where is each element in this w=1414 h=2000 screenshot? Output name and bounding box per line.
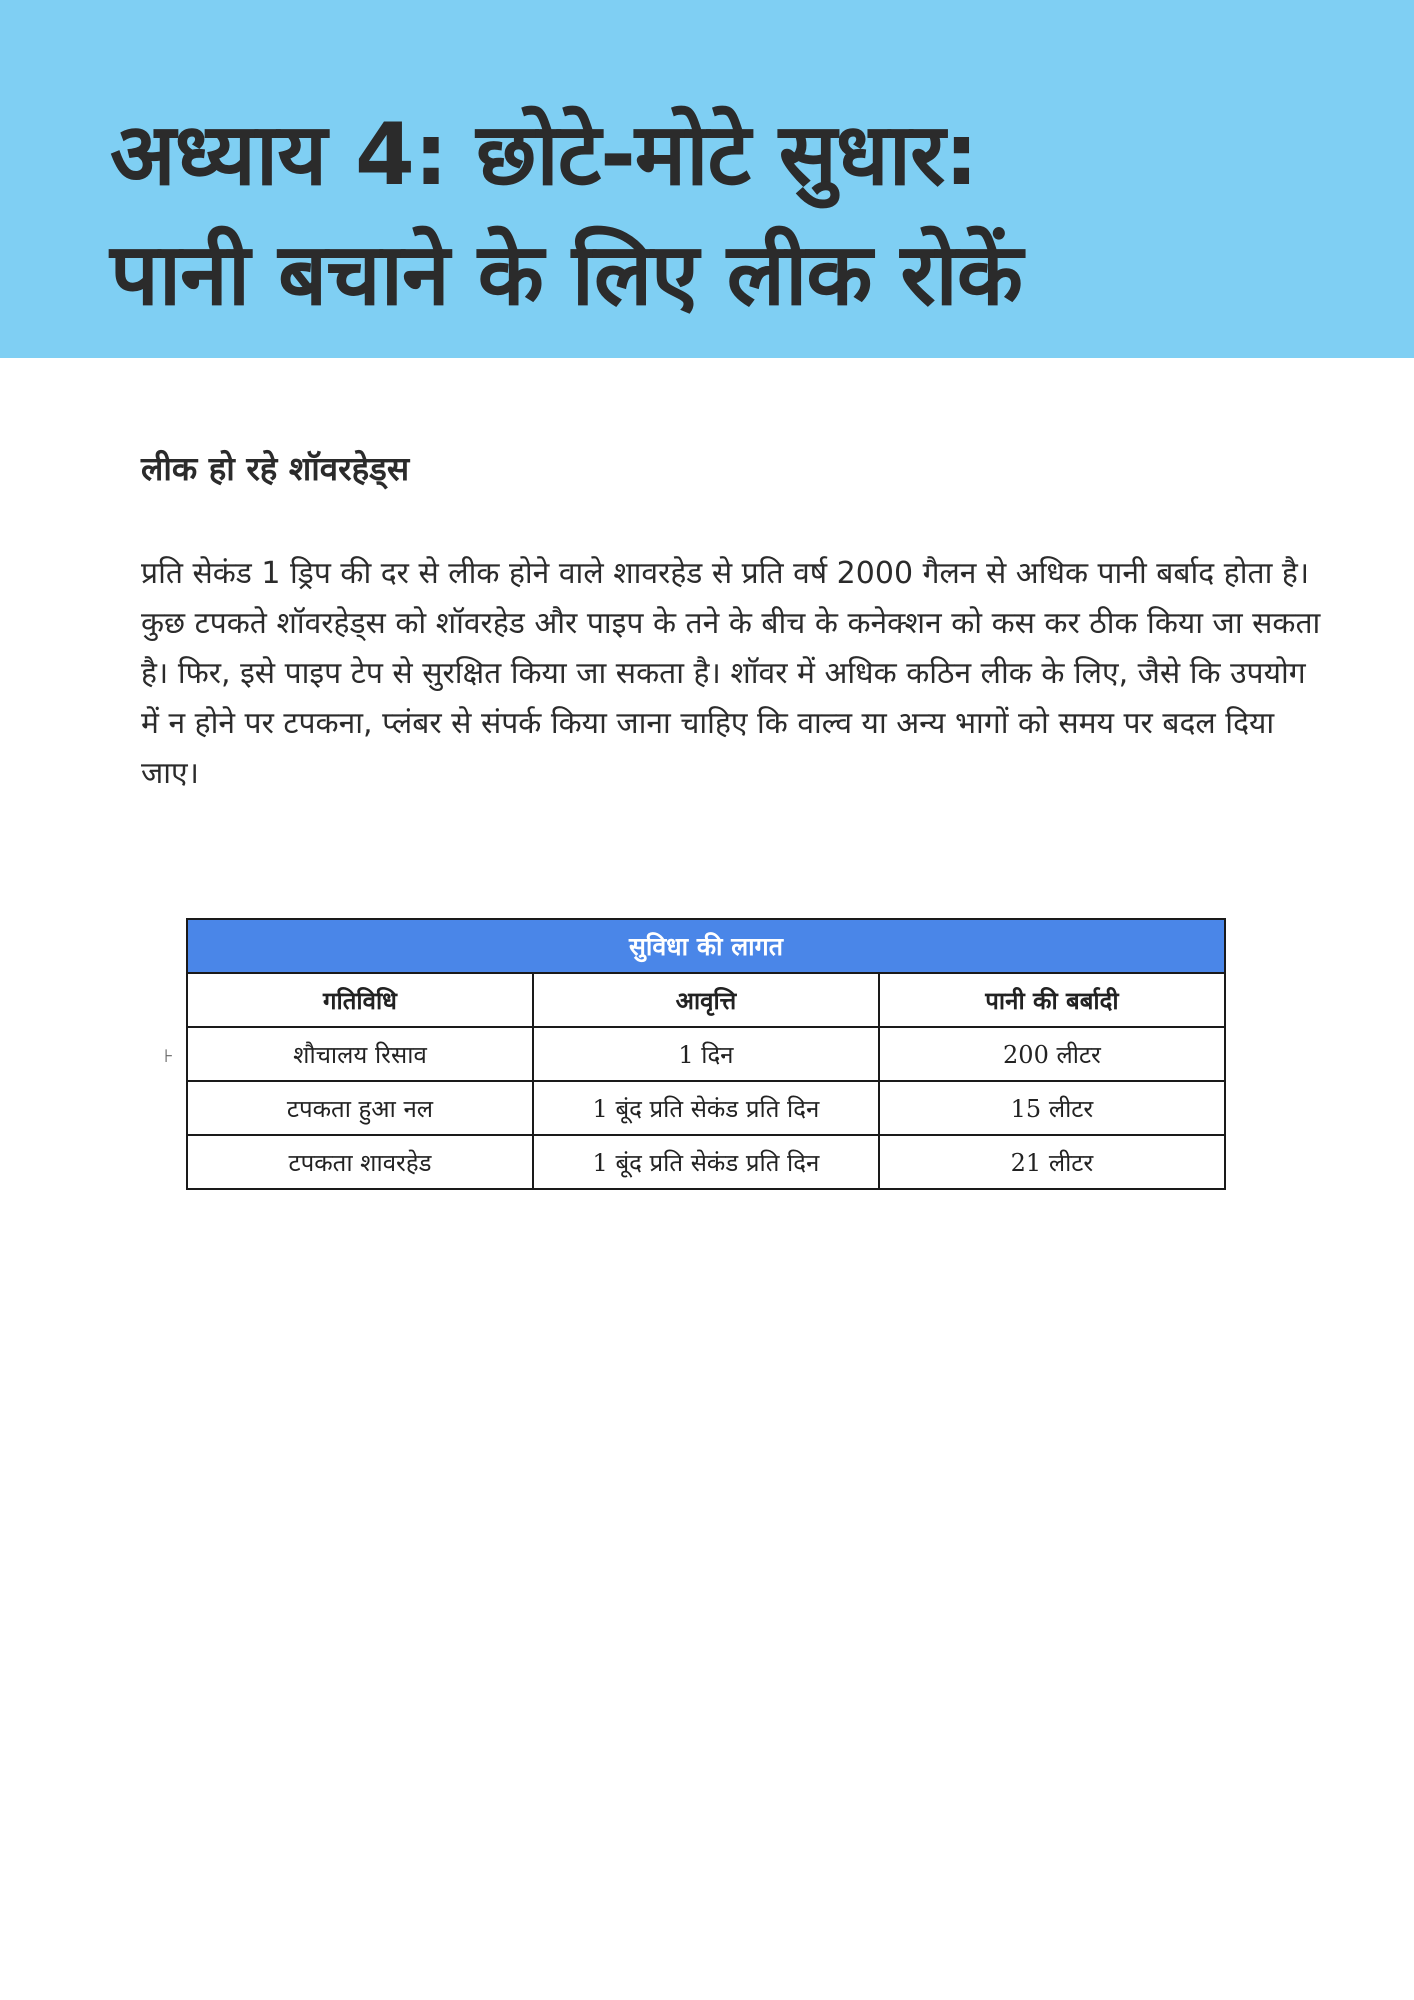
table-cell: 1 बूंद प्रति सेकंड प्रति दिन [533, 1081, 879, 1135]
chapter-title-line2: पानी बचाने के लिए लीक रोकें [110, 225, 1022, 325]
chapter-title-line1: अध्याय 4: छोटे-मोटे सुधार: [110, 105, 978, 205]
cost-table [186, 918, 1226, 1190]
table-cell: टपकता हुआ नल [187, 1081, 533, 1135]
table-header-row [187, 973, 1225, 1027]
column-header-activity: गतिविधि [187, 973, 533, 1027]
section-heading: लीक हो रहे शॉवरहेड्स [141, 449, 410, 488]
table-row [187, 1135, 1225, 1189]
column-header-frequency: आवृत्ति [533, 973, 879, 1027]
table-caption-row [187, 919, 1225, 973]
table-cell: 15 लीटर [879, 1081, 1225, 1135]
table-cell: 1 दिन [533, 1027, 879, 1081]
column-header-water-waste: पानी की बर्बादी [879, 973, 1225, 1027]
table-row [187, 1081, 1225, 1135]
table-cell: 200 लीटर [879, 1027, 1225, 1081]
table-cell: शौचालय रिसाव [187, 1027, 533, 1081]
chapter-title [110, 95, 1340, 335]
table-cell: 1 बूंद प्रति सेकंड प्रति दिन [533, 1135, 879, 1189]
table-cell: टपकता शावरहेड [187, 1135, 533, 1189]
table-row [187, 1027, 1225, 1081]
table-row-marker: ⊦ [164, 1046, 174, 1067]
body-paragraph: प्रति सेकंड 1 ड्रिप की दर से लीक होने वाले शावरहेड से प्रति वर्ष 2000 गैलन से अधिक पानी बर्बाद होता है। कुछ टपकते शॉवरहेड्स को शॉवरहेड और पाइप के तने के बीच के कनेक्शन को कस कर ठीक किया जा सकता है। फिर, इसे पाइप टेप से सुरक्षित किया जा सकता है। शॉवर में अधिक कठिन लीक के लिए, जैसे कि उपयोग में न होने पर टपकना, प्लंबर से संपर्क किया जाना चाहिए कि वाल्व या अन्य भागों को समय पर बदल दिया जाए। [141, 556, 1321, 791]
table-cell: 21 लीटर [879, 1135, 1225, 1189]
table-caption: सुविधा की लागत [187, 919, 1225, 973]
